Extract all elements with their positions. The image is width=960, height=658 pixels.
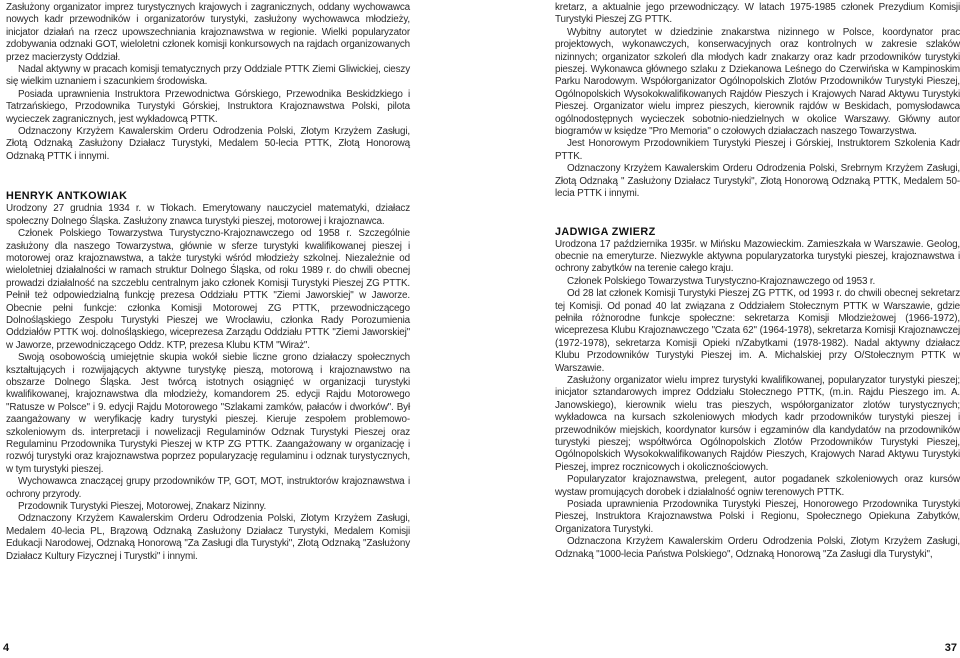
paragraph: Popularyzator krajoznawstwa, prelegent, autor pogadanek szkoleniowych oraz kursów wystaw promujących dorobek i działalność ogniw terenowych PTTK. bbox=[555, 474, 960, 498]
paragraph: Odznaczona Krzyżem Kawalerskim Orderu Odrodzenia Polski, Złotym Krzyżem Zasługi, Odznaką "1000-lecia Państwa Polskiego", Odznaką Honorową "Za Zasługi dla Turystyki", bbox=[555, 536, 960, 560]
paragraph: Wybitny autorytet w dziedzinie znakarstwa nizinnego w Polsce, koordynator prac projektowych, wykonawczych, konserwacyjnych oraz kontrolnych w zakresie szlaków nizinnych; organizator szkoleń dla młodych kadr znakarzy oraz kadr przodowników turystyki pieszej. Wykonawca głównego szlaku z Dziekanowa Leśnego do Czerwińska w Kampinoskim Parku Narodowym. Współorganizator Ogólnopolskich Zlotów Przodowników Turystyki Pieszej, Ogólnopolskich Wysokokwalifikowanych Rajdów Pieszych i Krajowych Narad Aktywu Turystyki Pieszej. Organizator wielu imprez pieszych, kierownik rajdów w Beskidach, pomysłodawca ogólnodostępnych wycieczek sobotnio-niedzielnych w okolice Warszawy. Główny autor biogramów w księdze "Pro Memoria" o czołowych działaczach naszego Towarzystwa. bbox=[555, 26, 960, 138]
left-page-column bbox=[6, 2, 410, 563]
paragraph: Wychowawca znaczącej grupy przodowników TP, GOT, MOT, instruktorów krajoznawstwa i ochrony przyrody. bbox=[6, 476, 410, 500]
paragraph: Urodzona 17 października 1935r. w Mińsku Mazowieckim. Zamieszkała w Warszawie. Geolog, obecnie na emeryturze. Niezwykle aktywna popularyzatorka turystyki pieszej, krajoznawstwa i ochrony zabytków na terenie całego kraju. bbox=[555, 238, 960, 275]
paragraph: Członek Polskiego Towarzystwa Turystyczno-Krajoznawczego od 1953 r. bbox=[567, 275, 876, 287]
biography-heading: HENRYK ANTKOWIAK bbox=[6, 190, 128, 203]
page-number-left: 4 bbox=[3, 642, 10, 654]
section-gap bbox=[555, 201, 960, 226]
paragraph: Odznaczony Krzyżem Kawalerskim Orderu Odrodzenia Polski, Złotym Krzyżem Zasługi, Medalem 40-lecia PL, Brązową Odznaką Zasłużony Działacz Turystyki, Medalem Komisji Edukacji Narodowej, Odznaką Honorową "Za Zasługi dla Turystyki", Złotą Odznaką "Zasłużony Działacz Kultury Fizycznej i Turystki" i innymi. bbox=[6, 513, 410, 562]
paragraph: Jest Honorowym Przodownikiem Turystyki Pieszej i Górskiej, Instruktorem Szkolenia Kadr PTTK. bbox=[555, 138, 960, 162]
biography-heading: JADWIGA ZWIERZ bbox=[555, 225, 656, 238]
paragraph: Posiada uprawnienia Przodownika Turystyki Pieszej, Honorowego Przodownika Turystyki Pieszej, Instruktora Krajoznawstwa Polski i Regionu, Społecznego Opiekuna Zabytków, Organizatora Turystyki. bbox=[555, 499, 960, 535]
section-gap bbox=[6, 163, 410, 190]
paragraph: Urodzony 27 grudnia 1934 r. w Tłokach. Emerytowany nauczyciel matematyki, działacz społeczny Dolnego Śląska. Zasłużony znawca turystyki pieszej, motorowej i krajoznawca. bbox=[6, 203, 410, 227]
paragraph: Przodownik Turystyki Pieszej, Motorowej, Znakarz Nizinny. bbox=[18, 501, 267, 513]
paragraph: Posiada uprawnienia Instruktora Przewodnictwa Górskiego, Przewodnika Beskidzkiego i Tatrzańskiego, Przodownika Turystyki Górskiej, Instruktora Krajoznawstwa Polski, pilota wycieczek zagranicznych, jest wykładowcą PTTK. bbox=[6, 88, 410, 125]
paragraph: Członek Polskiego Towarzystwa Turystyczno-Krajoznawczego od 1958 r. Szczególnie zasłużony dla naszego Towarzystwa, głównie w sferze turystyki kwalifikowanej pieszej i motorowej oraz krajoznawstwa, a także turystyki wśród młodzieży szkolnej. Niezależnie od wieloletniej działalności w ramach struktur Dolnego Śląska, od roku 1989 r. do chwili obecnej prowadzi działalność na szczeblu centralnym jako członek Komisji Turystyki Pieszej ZG PTTK. Pełnił też odpowiedzialną funkcję prezesa Oddziału PTTK "Ziemi Jaworskiej" w Jaworze. Obecnie pełni funkcje: członka Komisji Motorowej ZG PTTK, przewodniczącego Dolnośląskiego Zespołu Turystyki Pieszej we Wrocławiu, członka Rady Porozumienia Oddziałów PTTK woj. dolnośląskiego, wiceprezesa Zarządu Oddziału PTTK "Ziemi Jaworskiej" w Jaworze, przewodniczącego Oddz. KTP, prezesa Klubu KTM "Wiraż". bbox=[6, 228, 410, 351]
paragraph: Nadal aktywny w pracach komisji tematycznych przy Oddziale PTTK Ziemi Gliwickiej, cieszy się wielkim uznaniem i szacunkiem środowiska. bbox=[6, 64, 410, 88]
right-page-column bbox=[555, 2, 960, 561]
paragraph: Odznaczony Krzyżem Kawalerskim Orderu Odrodzenia Polski, Złotym Krzyżem Zasługi, Złotą Odznaką Zasłużony Działacz Turystyki, Medalem 50-lecia PTTK, Złotą Honorową Odznaką PTTK i innymi. bbox=[6, 126, 410, 162]
page-number-right: 37 bbox=[944, 642, 957, 654]
paragraph: kretarz, a aktualnie jego przewodniczący. W latach 1975-1985 członek Prezydium Komisji Turystyki Pieszej ZG PTTK. bbox=[555, 2, 960, 26]
paragraph: Swoją osobowością umiejętnie skupia wokół siebie liczne grono działaczy społecznych kształtujących i rozwijających aktywne turystykę pieszą, motorową i krajoznawstwo na obszarze Dolnego Śląska. Jest twórcą istotnych osiągnięć w organizacji turystyki kwalifikowanej, krajoznawstwa dla młodzieży, komandorem 25. edycji Rajdu Motorowego "Ratusze w Polsce" i 9. edycji Rajdu Motorowego "Szlakami zamków, pałaców i dworków". Był zaangażowany w weryfikację kadry turystyki pieszej. Kieruje zespołem problemowo-szkoleniowym ds. interpretacji i nowelizacji Regulaminów Odznak Turystyki Pieszej oraz Regulaminu Przodownika Turystyki Pieszej w KTP ZG PTTK. Zaangażowany w organizację i rozwój turystyki oraz krajoznawstwa poprzez popularyzację regulaminu i odznak turystycznych, w tym turystyki pieszej. bbox=[6, 352, 410, 475]
paragraph: Odznaczony Krzyżem Kawalerskim Orderu Odrodzenia Polski, Srebrnym Krzyżem Zasługi, Złotą Odznaką " Zasłużony Działacz Turystyki", Złotą Honorową Odznaką PTTK, Medalem 50-lecia PTTK i innymi. bbox=[555, 163, 960, 200]
paragraph: Zasłużony organizator imprez turystycznych krajowych i zagranicznych, oddany wychowawca nowych kadr przewodników i organizatorów turystyki, zasłużony wychowawca młodzieży, inicjator działań na rzecz upowszechniania krajoznawstwa w regionie. Wielki popularyzator zdobywania odznaki GOT, wieloletni członek komisji konkursowych na rajdach organizowanych przez macierzysty Oddział. bbox=[6, 2, 410, 63]
paragraph: Zasłużony organizator wielu imprez turystyki kwalifikowanej, popularyzator turystyki pieszej; inicjator sztandarowych imprez Oddziału Stołecznego PTTK, (m.in. Rajdu Pieszego im. A. Janowskiego), kierownik wielu tras pieszych, współorganizator zlotów turystycznych; wykładowca na kursach szkoleniowych młodych kadr przodowników turystyki pieszej i przewodników miejskich, koordynator kursów i egzaminów dla kandydatów na przodowników turystyki pieszej; współtwórca Ogólnopolskich Zlotów Przodowników Turystyki Pieszej, Ogólnopolskich Wysokokwalifikowanych Rajdów Pieszych, Krajowych Narad Aktywu Turystyki Pieszej, imprez rocznicowych i okolicznościowych. bbox=[555, 374, 960, 473]
paragraph: Od 28 lat członek Komisji Turystyki Pieszej ZG PTTK, od 1993 r. do chwili obecnej sekretarz tej Komisji. Od ponad 40 lat związana z Oddziałem Stołecznym PTTK w Warszawie, gdzie pełniła różnorodne funkcje społeczne: sekretarza Komisji Młodzieżowej (1966-1972), wiceprezesa Klubu Krajoznawczego "Czata 62" (1964-1978), sekretarza Komisji Krajoznawczej (1972-1978), sekretarza Komisji Opieki n/Zabytkami (1978-1982). Nadal aktywny działacz Klubu Przodowników Turystyki Pieszej im. A. Michalskiej przy O/Stołecznym PTTK w Warszawie. bbox=[555, 288, 960, 374]
